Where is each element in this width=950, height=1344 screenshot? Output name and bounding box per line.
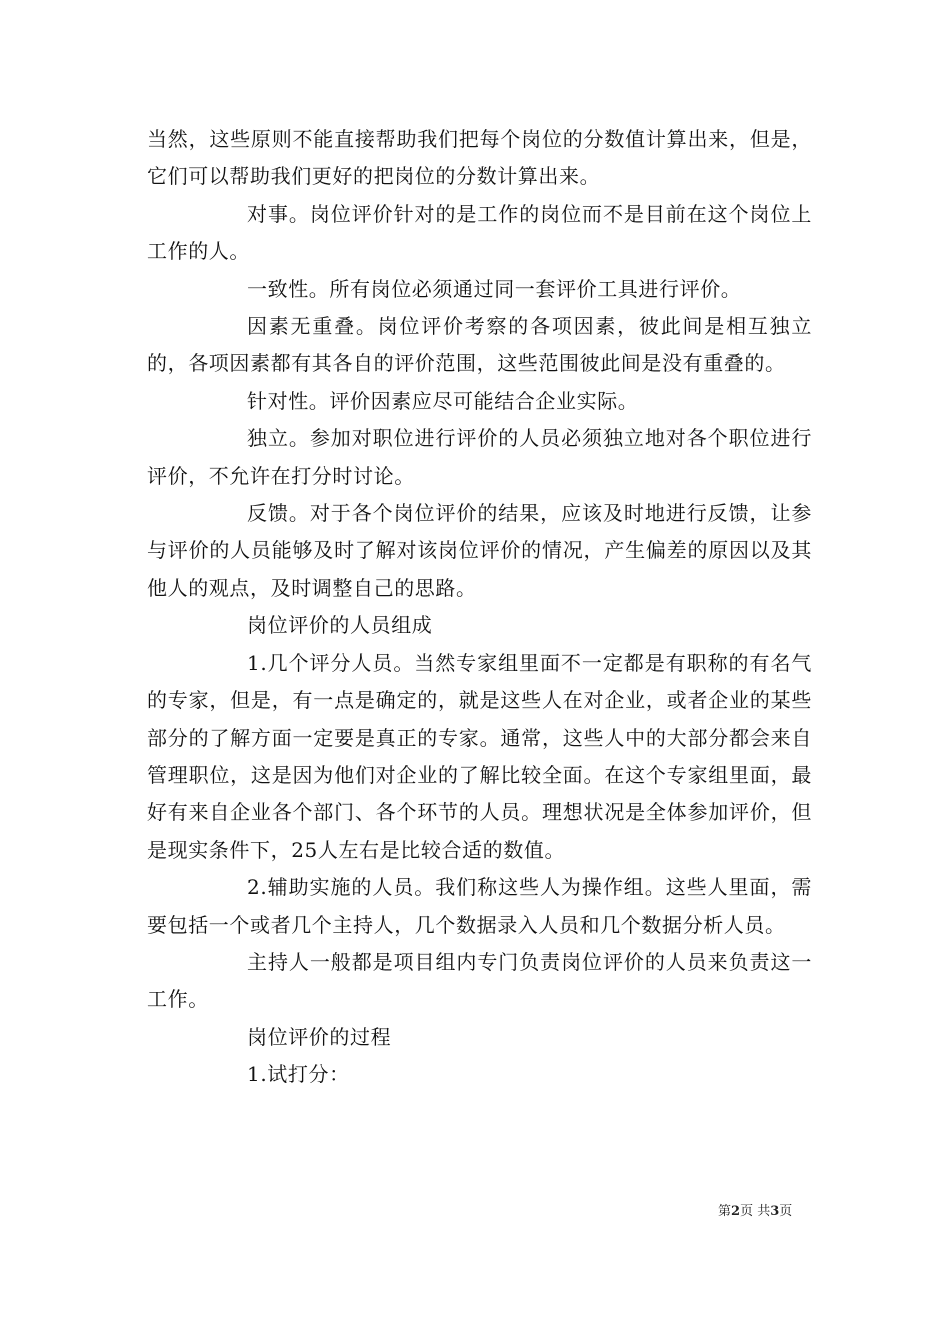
paragraph: 因素无重叠。岗位评价考察的各项因素，彼此间是相互独立的，各项因素都有其各自的评价范围，这些范围彼此间是没有重叠的。 bbox=[147, 314, 812, 376]
paragraph: 对事。岗位评价针对的是工作的岗位而不是目前在这个岗位上工作的人。 bbox=[147, 201, 812, 264]
section-heading: 岗位评价的过程 bbox=[247, 1024, 392, 1049]
paragraph: 主持人一般都是项目组内专门负责岗位评价的人员来负责这一工作。 bbox=[147, 949, 812, 1012]
footer-suffix: 页 bbox=[779, 1204, 793, 1219]
document-body bbox=[147, 121, 812, 1094]
footer-prefix: 第 bbox=[718, 1204, 732, 1219]
paragraph: 当然，这些原则不能直接帮助我们把每个岗位的分数值计算出来，但是，它们可以帮助我们更好的把岗位的分数计算出来。 bbox=[147, 127, 812, 189]
paragraph: 2.辅助实施的人员。我们称这些人为操作组。这些人里面，需要包括一个或者几个主持人，几个数据录入人员和几个数据分析人员。 bbox=[147, 875, 812, 937]
page-footer bbox=[718, 1203, 792, 1221]
total-pages-number: 3 bbox=[770, 1204, 780, 1219]
paragraph: 针对性。评价因素应尽可能结合企业实际。 bbox=[247, 388, 639, 413]
paragraph: 1.试打分： bbox=[247, 1062, 350, 1087]
footer-middle: 页 共 bbox=[740, 1204, 771, 1219]
paragraph: 反馈。对于各个岗位评价的结果，应该及时地进行反馈，让参与评价的人员能够及时了解对该岗位评价的情况，产生偏差的原因以及其他人的观点，及时调整自己的思路。 bbox=[147, 501, 812, 600]
paragraph: 独立。参加对职位进行评价的人员必须独立地对各个职位进行评价，不允许在打分时讨论。 bbox=[147, 426, 812, 488]
section-heading: 岗位评价的人员组成 bbox=[247, 613, 433, 638]
current-page-number: 2 bbox=[731, 1204, 741, 1219]
paragraph: 一致性。所有岗位必须通过同一套评价工具进行评价。 bbox=[247, 276, 742, 301]
paragraph: 1.几个评分人员。当然专家组里面不一定都是有职称的有名气的专家，但是，有一点是确定的，就是这些人在对企业，或者企业的某些部分的了解方面一定要是真正的专家。通常，这些人中的大部分都会来自管理职位，这是因为他们对企业的了解比较全面。在这个专家组里面，最好有来自企业各个部门、各个环节的人员。理想状况是全体参加评价，但是现实条件下，25人左右是比较合适的数值。 bbox=[147, 650, 812, 862]
